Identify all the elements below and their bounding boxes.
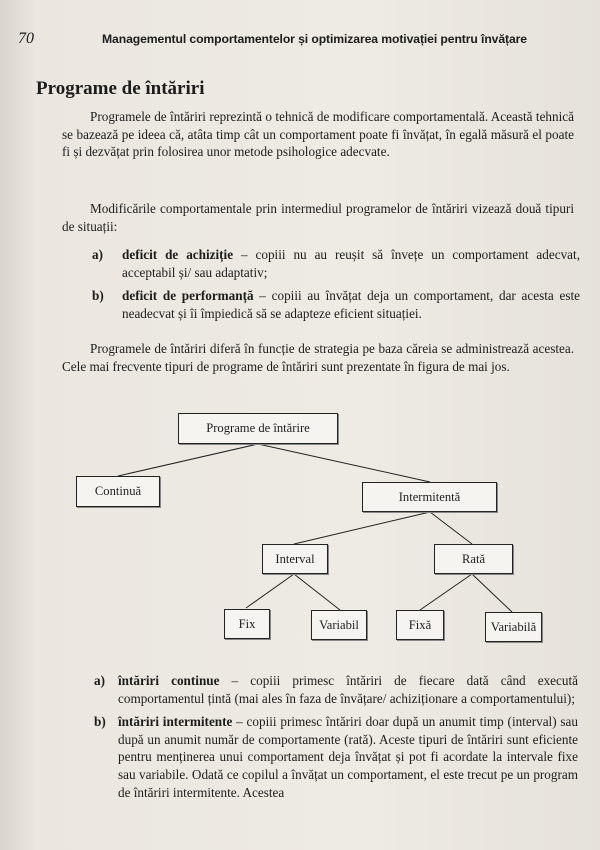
node-fixa: Fixă — [396, 610, 444, 640]
connector-rata-variabila — [472, 574, 512, 612]
node-variabila: Variabilă — [485, 612, 542, 642]
list-term: deficit de performanță — [122, 288, 254, 304]
list-item — [92, 287, 580, 322]
list-text: – copiii nu au reușit să învețe un comportament adecvat, acceptabil și/ sau adaptativ; — [122, 247, 580, 280]
node-variabil: Variabil — [311, 610, 367, 640]
list-term: întăriri intermitente — [118, 714, 233, 730]
reinforcement-diagram — [0, 400, 600, 660]
connector-interval-fix — [246, 574, 294, 608]
paragraph-intro: Programele de întăriri reprezintă o tehnică de modificare comportamentală. Această tehnică se bazează pe ideea că, atâta timp cât un comportament poate fi învățat, în egală măsură el poate fi și dezvățat prin folosirea unor metode psihologice adecvate. — [62, 109, 574, 160]
node-continua: Continuă — [76, 476, 160, 507]
connector-interval-variabil — [294, 574, 340, 610]
paragraph-programs: Programele de întăriri diferă în funcție de strategia pe baza căreia se administrează acestea. Cele mai frecvente tipuri de programe de întăriri sunt prezentate în figura de mai jos. — [62, 341, 574, 374]
paragraph-situations: Modificările comportamentale prin intermediul programelor de întăriri vizează două tipuri de situații: — [62, 201, 574, 234]
list-marker: a) — [92, 247, 103, 262]
connector-root-continua — [118, 444, 258, 476]
list-text: – copiii primesc întăriri de fiecare dată când execută comportamentul țintă (mai ales în faza de învățare/ achiziționare a comportamentului); — [118, 673, 578, 706]
node-intermitenta: Intermitentă — [362, 482, 497, 512]
page-number: 70 — [18, 30, 34, 47]
node-interval: Interval — [262, 544, 328, 574]
node-root: Programe de întărire — [178, 413, 338, 444]
node-fix: Fix — [224, 609, 270, 639]
connector-intermitenta-rata — [430, 512, 472, 544]
list-marker: b) — [92, 288, 104, 304]
connector-rata-fixa — [420, 574, 472, 610]
running-title: Managementul comportamentelor și optimizarea motivației pentru învățare — [102, 32, 527, 46]
connector-intermitenta-interval — [294, 512, 430, 544]
list-item — [94, 672, 578, 707]
list-item — [92, 246, 580, 281]
section-title: Programe de întăriri — [36, 78, 205, 99]
node-rata: Rată — [434, 544, 513, 574]
list-term: întăriri continue — [118, 673, 220, 688]
running-header — [18, 30, 578, 52]
list-text: – copiii primesc întăriri doar după un anumit timp (interval) sau după un anumit număr de comportamente (rată). Aceste tipuri de întăriri sunt eficiente pentru menținerea unui comportament deja învățat și pot fi acordate la intervale fixe sau variabile. Odată ce copilul a învățat un comportament, el este trecut pe un program de întăriri intermitente. Acestea — [118, 714, 578, 800]
list-marker: a) — [94, 673, 105, 688]
list-text: – copiii au învățat deja un comportament, dar acesta este neadecvat și îi împiedică să se adapteze eficient situației. — [122, 288, 580, 321]
connector-root-intermitenta — [258, 444, 430, 482]
list-item — [94, 713, 578, 801]
definitions-list — [94, 672, 578, 807]
list-marker: b) — [94, 714, 106, 730]
situations-list — [92, 246, 580, 328]
list-term: deficit de achiziție — [122, 247, 234, 262]
